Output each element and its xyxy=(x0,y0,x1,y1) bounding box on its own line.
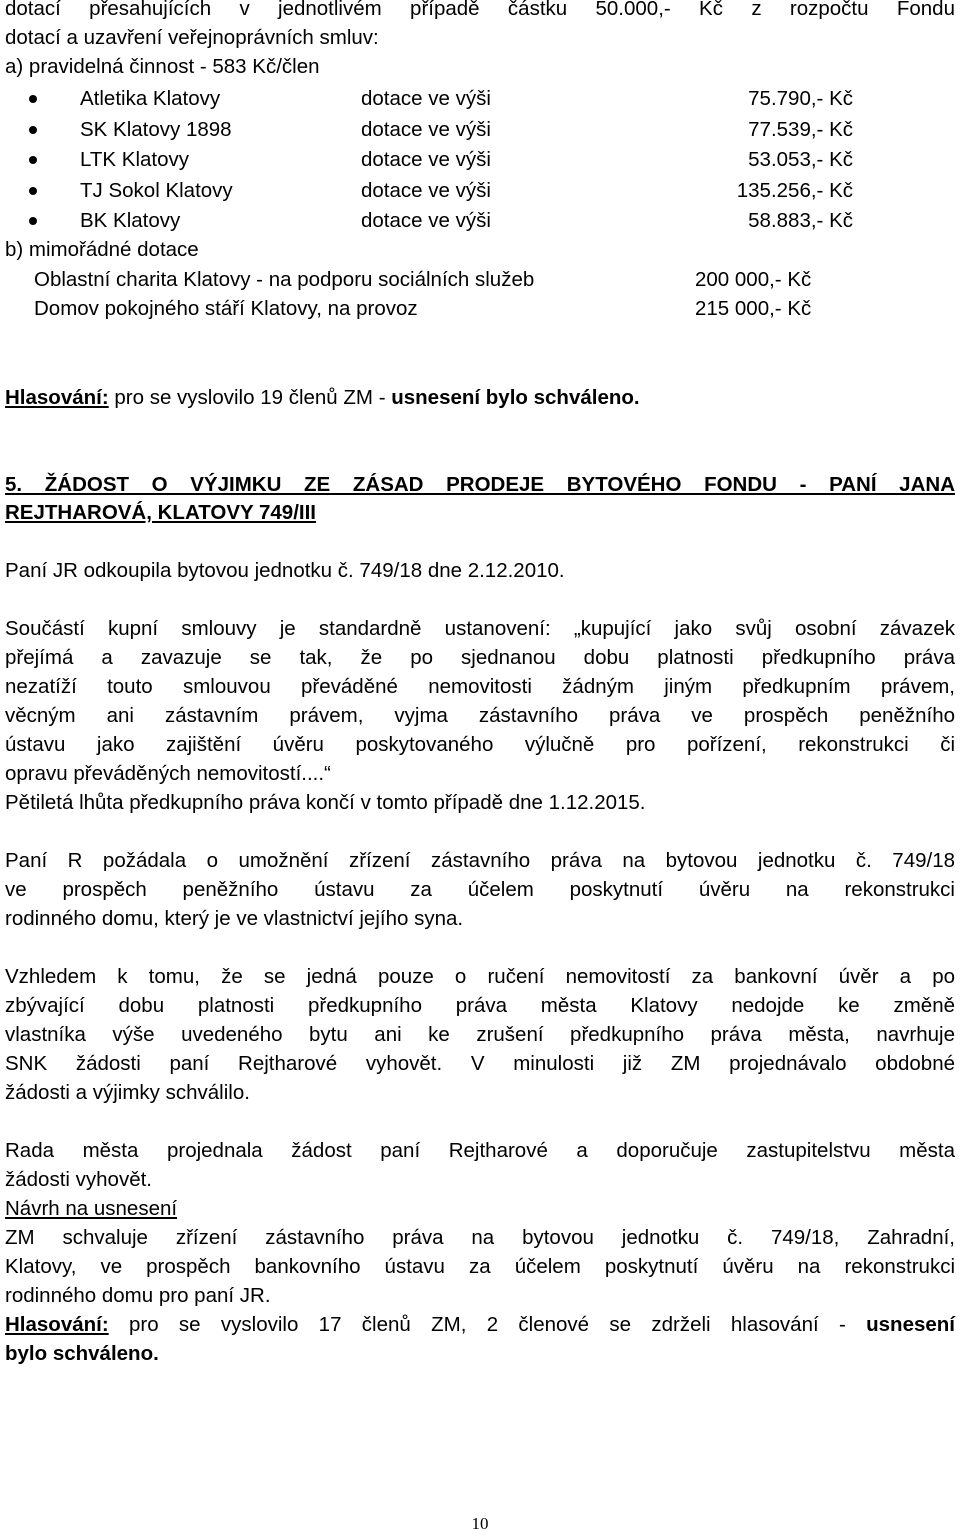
section-title: 5. ŽÁDOST O VÝJIMKU ZE ZÁSAD PRODEJE BYTOVÉHO FONDU - PANÍ JANA xyxy=(5,473,955,496)
list-item xyxy=(0,176,960,205)
grant-amount: 77.539,- Kč xyxy=(748,118,853,141)
vote-line xyxy=(5,383,640,412)
bullet-icon xyxy=(29,187,37,195)
text-line: a) pravidelná činnost - 583 Kč/člen xyxy=(5,55,320,78)
text-line: Klatovy, ve prospěch bankovního ústavu za účelem poskytnutí úvěru na rekonstrukci xyxy=(5,1255,955,1278)
vote-text: pro se vyslovilo 17 členů ZM, 2 členové se zdrželi hlasování - xyxy=(108,1313,867,1336)
list-item xyxy=(0,206,960,235)
vote-text: pro se vyslovilo 19 členů ZM - xyxy=(108,386,392,409)
club-name: BK Klatovy xyxy=(80,209,181,232)
text-line: nezatíží touto smlouvou převáděné nemovitosti žádným jiným předkupním právem, xyxy=(5,675,955,698)
bullet-icon xyxy=(29,217,37,225)
text-line: věcným ani zástavním právem, vyjma zástavního práva ve prospěch peněžního xyxy=(5,704,955,727)
bullet-icon xyxy=(29,95,37,103)
grant-amount: 215 000,- Kč xyxy=(695,297,812,320)
vote-result: bylo schváleno. xyxy=(5,1342,159,1365)
club-name: LTK Klatovy xyxy=(80,148,189,171)
vote-line xyxy=(5,1310,955,1339)
text-line: ZM schvaluje zřízení zástavního práva na bytovou jednotku č. 749/18, Zahradní, xyxy=(5,1226,955,1249)
grant-label: dotace ve výši xyxy=(361,87,491,110)
club-name: SK Klatovy 1898 xyxy=(80,118,232,141)
grant-label: dotace ve výši xyxy=(361,209,491,232)
grant-amount: 58.883,- Kč xyxy=(748,209,853,232)
vote-label: Hlasování: xyxy=(5,386,109,409)
text-line: dotací přesahujících v jednotlivém případě částku 50.000,- Kč z rozpočtu Fondu xyxy=(5,0,955,20)
grant-label: dotace ve výši xyxy=(361,118,491,141)
text-line: Vzhledem k tomu, že se jedná pouze o ručení nemovitostí za bankovní úvěr a po xyxy=(5,965,955,988)
list-item xyxy=(0,115,960,144)
text-line: opravu převáděných nemovitostí....“ xyxy=(5,762,331,785)
grant-label: dotace ve výši xyxy=(361,179,491,202)
text-line: žádosti a výjimky schválilo. xyxy=(5,1081,250,1104)
list-item xyxy=(0,145,960,174)
grant-amount: 135.256,- Kč xyxy=(736,179,853,202)
club-name: TJ Sokol Klatovy xyxy=(80,179,233,202)
bullet-icon xyxy=(29,156,37,164)
text-line: žádosti vyhovět. xyxy=(5,1168,152,1191)
text-line: SNK žádosti paní Rejtharové vyhovět. V minulosti již ZM projednávalo obdobné xyxy=(5,1052,955,1075)
proposal-label: Návrh na usnesení xyxy=(5,1197,178,1220)
recipient: Domov pokojného stáří Klatovy, na provoz xyxy=(34,297,418,320)
text-line: Pětiletá lhůta předkupního práva končí v tomto případě dne 1.12.2015. xyxy=(5,791,646,814)
page-number: 10 xyxy=(471,1514,489,1533)
text-line: přejímá a zavazuje se tak, že po sjednanou dobu platnosti předkupního práva xyxy=(5,646,955,669)
grant-amount: 75.790,- Kč xyxy=(748,87,853,110)
vote-label: Hlasování: xyxy=(5,1313,109,1336)
text-line: ve prospěch peněžního ústavu za účelem poskytnutí úvěru na rekonstrukci xyxy=(5,878,955,901)
section-title: REJTHAROVÁ, KLATOVY 749/III xyxy=(5,501,316,524)
text-line: rodinného domu pro paní JR. xyxy=(5,1284,271,1307)
text-line: ústavu jako zajištění úvěru poskytovaného výlučně pro pořízení, rekonstrukci či xyxy=(5,733,955,756)
text-line: Součástí kupní smlouvy je standardně ustanovení: „kupující jako svůj osobní závazek xyxy=(5,617,955,640)
text-line: vlastníka výše uvedeného bytu ani ke zrušení předkupního práva města, navrhuje xyxy=(5,1023,955,1046)
text-line: Paní R požádala o umožnění zřízení zástavního práva na bytovou jednotku č. 749/18 xyxy=(5,849,955,872)
list-item xyxy=(0,84,960,113)
bullet-icon xyxy=(29,126,37,134)
text-line: Rada města projednala žádost paní Rejtharové a doporučuje zastupitelstvu města xyxy=(5,1139,955,1162)
text-line: Paní JR odkoupila bytovou jednotku č. 749/18 dne 2.12.2010. xyxy=(5,559,565,582)
club-name: Atletika Klatovy xyxy=(80,87,221,110)
grant-label: dotace ve výši xyxy=(361,148,491,171)
list-item xyxy=(0,265,960,294)
grant-amount: 53.053,- Kč xyxy=(748,148,853,171)
vote-result: usnesení bylo schváleno. xyxy=(391,386,640,409)
vote-result: usnesení xyxy=(866,1313,955,1336)
text-line: dotací a uzavření veřejnoprávních smluv: xyxy=(5,26,379,49)
text-line: rodinného domu, který je ve vlastnictví jejího syna. xyxy=(5,907,464,930)
text-line: zbývající dobu platnosti předkupního práva města Klatovy nedojde ke změně xyxy=(5,994,955,1017)
grant-amount: 200 000,- Kč xyxy=(695,268,812,291)
recipient: Oblastní charita Klatovy - na podporu sociálních služeb xyxy=(34,268,535,291)
subheading: b) mimořádné dotace xyxy=(5,238,199,261)
list-item xyxy=(0,294,960,323)
